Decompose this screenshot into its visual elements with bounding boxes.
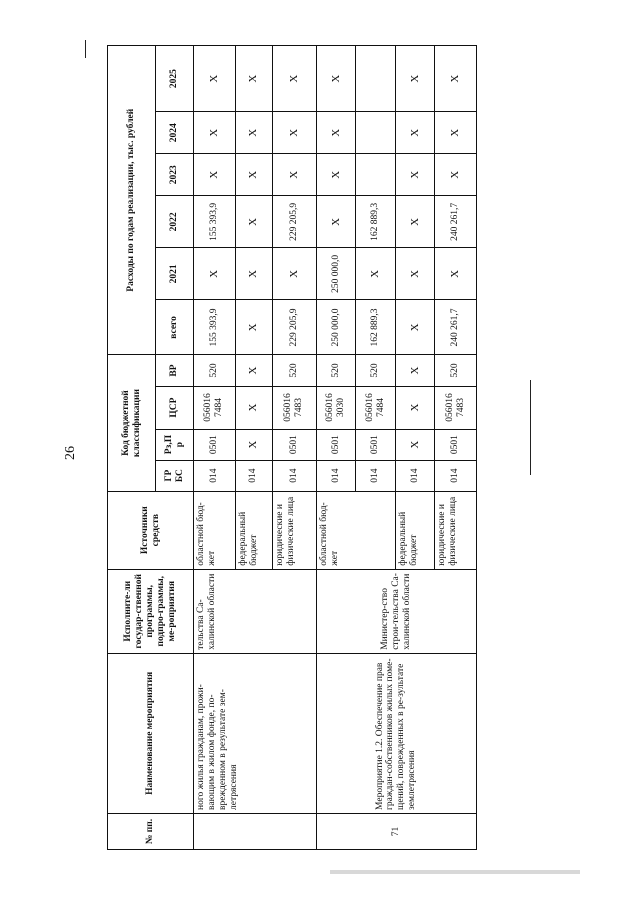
grbs-cell: 014 [272,460,316,491]
y2025-cell [356,46,395,112]
header-2023: 2023 [156,154,194,196]
source-cell: областной бюд-жет [194,491,236,569]
vr-cell: 520 [272,355,316,386]
y2021-cell: X [435,248,477,300]
rzpr-cell: X [395,429,434,460]
csr-cell: 056016 7484 [194,386,236,429]
csr-cell: X [395,386,434,429]
y2021-cell: X [395,248,434,300]
y2023-cell: X [272,154,316,196]
source-cell: федеральный бюджет [235,491,272,569]
y2024-cell: X [395,112,434,154]
total-cell: 162 889,3 [356,300,395,355]
rzpr-cell: 0501 [316,429,355,460]
source-cell: федеральный бюджет [395,491,434,569]
header-total: всего [156,300,194,355]
y2021-cell: 250 000,0 [316,248,355,300]
grbs-cell: 014 [356,460,395,491]
csr-cell: X [235,386,272,429]
header-executor: Исполните-ли государ-ственной программы, подпро-граммы, ме-роприятия [108,569,194,653]
row-number [194,813,317,849]
source-cell: юридические и физические лица [435,491,477,569]
page-number: 26 [63,446,78,460]
vr-cell: 520 [356,355,395,386]
header-source: Источники средств [108,491,194,569]
source-cell: областной бюд-жет [316,491,395,569]
y2023-cell: X [235,154,272,196]
vr-cell: 520 [194,355,236,386]
rzpr-cell: 0501 [272,429,316,460]
executor-name: тельства Са-халинской области [194,569,317,653]
y2022-cell: 229 205,9 [272,196,316,248]
measure-name: Мероприятие 1.2. Обеспечение прав граждан-собственников жилых поме-щений, поврежденных в ре-зультате землетрясения [316,653,476,813]
grbs-cell: 014 [194,460,236,491]
header-2024: 2024 [156,112,194,154]
rzpr-cell: 0501 [194,429,236,460]
header-csr: ЦСР [156,386,194,429]
y2023-cell: X [316,154,355,196]
rzpr-cell: X [235,429,272,460]
csr-cell: 056016 7484 [356,386,395,429]
vr-cell: X [395,355,434,386]
y2021-cell: X [235,248,272,300]
total-cell: X [235,300,272,355]
executor-name: Министер-ство строи-тельства Са-халинской области [316,569,476,653]
y2024-cell: X [235,112,272,154]
y2025-cell: X [194,46,236,112]
y2022-cell: 155 393,9 [194,196,236,248]
signature-line [530,380,531,475]
top-rule [85,40,86,58]
header-2025: 2025 [156,46,194,112]
csr-cell: 056016 3030 [316,386,355,429]
csr-cell: 056016 7483 [435,386,477,429]
row-number: 71 [316,813,476,849]
y2022-cell: 162 889,3 [356,196,395,248]
y2023-cell [356,154,395,196]
grbs-cell: 014 [435,460,477,491]
y2025-cell: X [395,46,434,112]
header-budget-code: Код бюджетной классификации [108,355,156,491]
source-cell: юридические и физические лица [272,491,316,569]
table-row [194,46,236,850]
header-2021: 2021 [156,248,194,300]
y2024-cell: X [435,112,477,154]
header-rzpr: Рз,П р [156,429,194,460]
y2022-cell: X [395,196,434,248]
rotated-table-container [107,45,477,850]
y2023-cell: X [435,154,477,196]
table-wrapper [107,45,477,850]
header-grbs: ГР БС [156,460,194,491]
y2025-cell: X [235,46,272,112]
scan-edge [330,870,580,874]
grbs-cell: 014 [316,460,355,491]
total-cell: 240 261,7 [435,300,477,355]
y2025-cell: X [272,46,316,112]
y2024-cell: X [316,112,355,154]
y2024-cell: X [272,112,316,154]
header-name: Наименование мероприятия [108,653,194,813]
y2022-cell: 240 261,7 [435,196,477,248]
total-cell: 250 000,0 [316,300,355,355]
vr-cell: 520 [316,355,355,386]
y2025-cell: X [435,46,477,112]
y2022-cell: X [235,196,272,248]
header-vr: ВР [156,355,194,386]
y2024-cell [356,112,395,154]
total-cell: 155 393,9 [194,300,236,355]
rzpr-cell: 0501 [356,429,395,460]
header-expenses: Расходы по годам реализации, тыс. рублей [108,46,156,355]
vr-cell: X [235,355,272,386]
total-cell: 229 205,9 [272,300,316,355]
y2023-cell: X [395,154,434,196]
y2021-cell: X [356,248,395,300]
y2021-cell: X [194,248,236,300]
grbs-cell: 014 [395,460,434,491]
grbs-cell: 014 [235,460,272,491]
measure-name: ного жилья гражданам, прожи-вающим в жилом фонде, по-врежденном в результате зем-летрясения [194,653,317,813]
table-row [316,46,355,850]
expenses-table [107,45,477,850]
y2022-cell: X [316,196,355,248]
csr-cell: 056016 7483 [272,386,316,429]
y2021-cell: X [272,248,316,300]
y2023-cell: X [194,154,236,196]
header-no: № пп. [108,813,194,849]
header-2022: 2022 [156,196,194,248]
y2024-cell: X [194,112,236,154]
y2025-cell: X [316,46,355,112]
vr-cell: 520 [435,355,477,386]
total-cell: X [395,300,434,355]
rzpr-cell: 0501 [435,429,477,460]
